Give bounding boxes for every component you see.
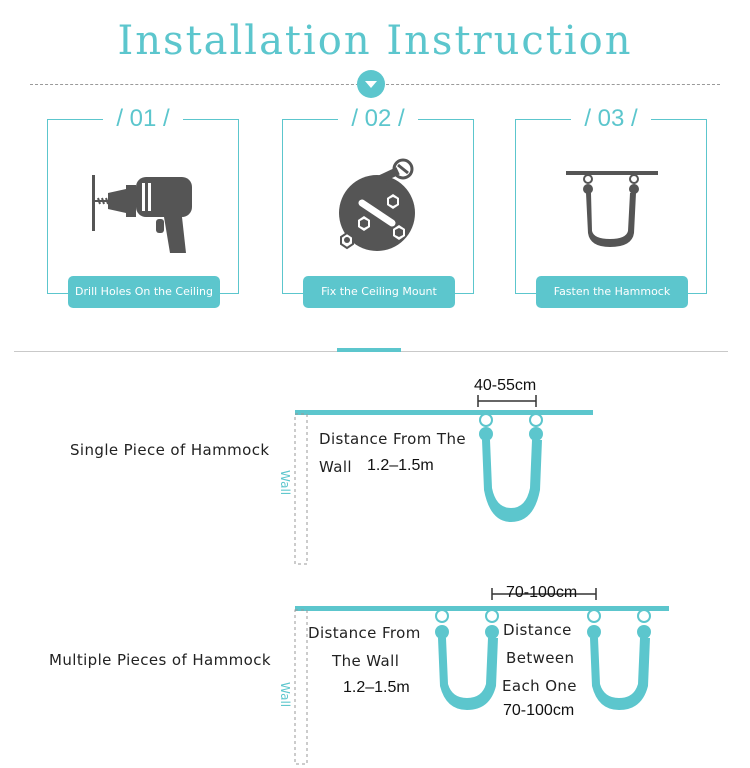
between-line2: Between — [506, 649, 575, 667]
hammock-icon — [546, 149, 676, 259]
step-label-mount: Fix the Ceiling Mount — [303, 276, 455, 308]
single-distance-value: 1.2–1.5m — [367, 457, 434, 474]
step-card-2 — [282, 105, 474, 298]
step-number: / 01 / — [116, 105, 170, 132]
multiple-distance-line2: The Wall — [332, 652, 400, 670]
single-wall-label: Wall — [278, 470, 292, 496]
step-label-drill: Drill Holes On the Ceiling — [68, 276, 220, 308]
multiple-wall-label: Wall — [278, 682, 292, 708]
single-hammock-label: Single Piece of Hammock — [70, 441, 270, 459]
between-value: 70-100cm — [503, 702, 575, 719]
between-line3: Each One — [502, 677, 577, 695]
step-label-fasten: Fasten the Hammock — [536, 276, 688, 308]
multiple-distance-line1: Distance From — [308, 624, 421, 642]
chevron-down-icon — [357, 70, 385, 98]
multiple-hammock-label: Multiple Pieces of Hammock — [49, 651, 271, 669]
multiple-spacing-label: 70-100cm — [506, 584, 578, 601]
drill-icon — [78, 149, 208, 259]
single-width-label: 40-55cm — [474, 377, 537, 394]
single-distance-line2: Wall — [319, 458, 352, 476]
step-card-1 — [47, 105, 239, 298]
step-number: / 02 / — [351, 105, 405, 132]
single-distance-line1: Distance From The — [319, 430, 466, 448]
multiple-hammock-diagram — [0, 580, 750, 768]
step-card-3 — [515, 105, 707, 298]
page-title: Installation Instruction — [117, 18, 633, 64]
step-number: / 03 / — [584, 105, 638, 132]
ceiling-mount-icon — [313, 149, 443, 259]
multiple-distance-value: 1.2–1.5m — [343, 679, 410, 696]
divider-accent — [337, 348, 401, 352]
between-line1: Distance — [503, 621, 572, 639]
